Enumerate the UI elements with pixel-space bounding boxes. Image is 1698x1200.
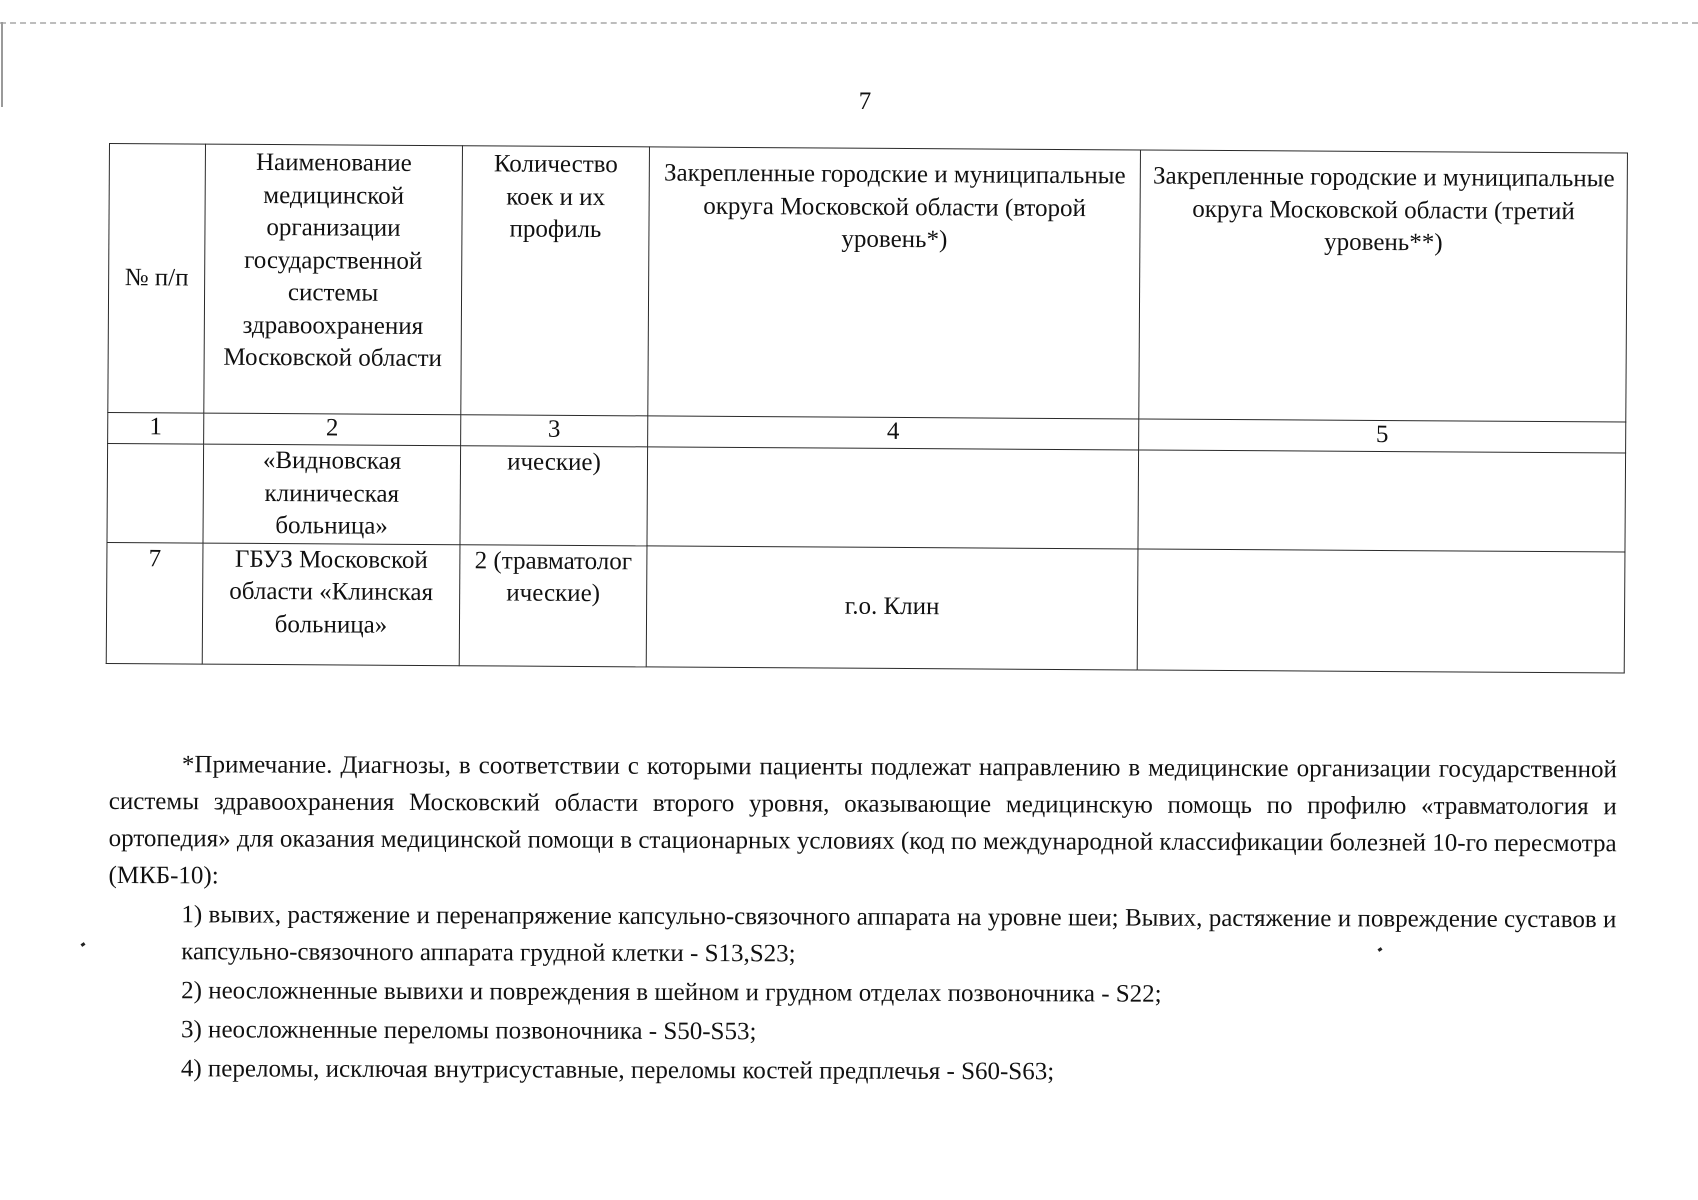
- column-number: 2: [204, 413, 461, 446]
- footnote-item: 4) переломы, исключая внутрисуставные, переломы костей предплечья - S60-S63;: [180, 1055, 1055, 1086]
- header-organization: Наименование медицинской организации государственной системы здравоохранения Московской области: [204, 144, 463, 415]
- column-number: 4: [648, 416, 1139, 450]
- row-organization: «Видновская клиническая больница»: [203, 444, 461, 544]
- table-row: [107, 443, 1626, 551]
- row-organization: ГБУЗ Московской области «Клинская больница»: [202, 543, 460, 666]
- footnote-item: 2) неосложненные вывихи и повреждения в шейном и грудном отделах позвоночника - S22;: [181, 977, 1162, 1008]
- footnote-item: 3) неосложненные переломы позвоночника - S50-S53;: [180, 1016, 757, 1046]
- row-level-three: [1138, 450, 1626, 552]
- row-level-two: г.о. Клин: [646, 545, 1138, 669]
- column-number: 5: [1139, 419, 1626, 453]
- footnote: [108, 746, 1617, 1092]
- row-level-two: [647, 447, 1139, 549]
- column-number: 1: [108, 412, 204, 444]
- row-number: [107, 443, 204, 542]
- column-number: 3: [461, 415, 648, 447]
- row-beds: 2 (травматолог ические): [459, 544, 647, 666]
- page-number: 7: [858, 88, 872, 115]
- header-beds: Количество коек и их профиль: [461, 146, 650, 416]
- table-row: [106, 542, 1625, 673]
- header-number: № п/п: [108, 144, 206, 414]
- scan-edge-top: [0, 22, 1698, 24]
- row-beds: ические): [460, 446, 648, 546]
- header-level-three: Закрепленные городские и муниципальные округа Московской области (третий уровень**): [1139, 150, 1628, 422]
- row-number: 7: [106, 542, 203, 664]
- hospital-assignment-table: [106, 143, 1628, 673]
- header-level-two: Закрепленные городские и муниципальные округа Московской области (второй уровень*): [648, 147, 1141, 419]
- table-header-row: [108, 144, 1628, 423]
- scan-speck: [81, 942, 86, 947]
- footnote-item: 1) вывих, растяжение и перенапряжение капсульно-связочного аппарата на уровне шеи; Вывих, растяжение и повреждение суставов и капсульно-связочного аппарата грудной клетки - S13,S23;: [181, 901, 1617, 968]
- row-level-three: [1137, 548, 1625, 672]
- footnote-intro: *Примечание. Диагнозы, в соответствии с которыми пациенты подлежат направлению в медицинские организации государственной системы здравоохранения Московский области второго уровня, оказывающие медицинскую помощь по профилю «травматология и ортопедия» для оказания медицинской помощи в стационарных условиях (код по международной классификации болезней 10-го пересмотра (МКБ-10):: [108, 751, 1617, 890]
